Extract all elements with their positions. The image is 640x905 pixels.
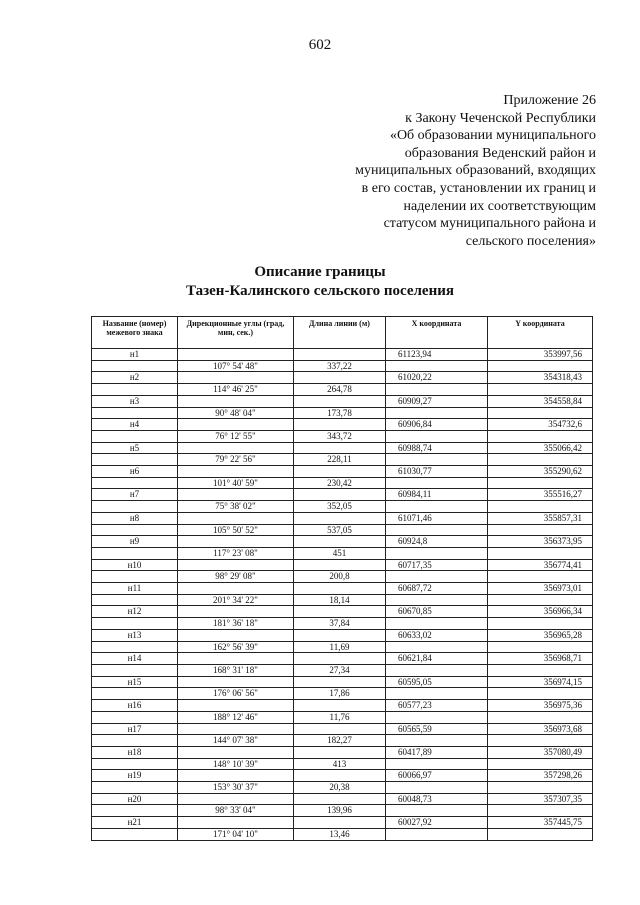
direction-angle: 105° 50' 52" [178, 524, 294, 536]
point-name: н8 [92, 512, 178, 524]
empty-cell [178, 512, 294, 524]
empty-cell [386, 360, 488, 372]
y-coordinate: 355290,62 [488, 466, 593, 478]
title-line-1: Описание границы [254, 264, 386, 280]
table-row-segment [92, 407, 593, 419]
line-length: 139,96 [294, 805, 386, 817]
line-length: 343,72 [294, 430, 386, 442]
empty-cell [488, 360, 593, 372]
point-name: н3 [92, 395, 178, 407]
empty-cell [488, 571, 593, 583]
y-coordinate: 356968,71 [488, 653, 593, 665]
line-length: 264,78 [294, 384, 386, 396]
direction-angle: 98° 29' 08" [178, 571, 294, 583]
line-length: 37,84 [294, 618, 386, 630]
y-coordinate: 354318,43 [488, 372, 593, 384]
line-length: 20,38 [294, 782, 386, 794]
empty-cell [294, 466, 386, 478]
empty-cell [294, 629, 386, 641]
table-row-segment [92, 618, 593, 630]
y-coordinate: 354732,6 [488, 419, 593, 431]
empty-cell [178, 770, 294, 782]
x-coordinate: 60670,85 [386, 606, 488, 618]
table-row-point [92, 395, 593, 407]
empty-cell [92, 547, 178, 559]
empty-cell [488, 664, 593, 676]
empty-cell [488, 454, 593, 466]
empty-cell [178, 419, 294, 431]
point-name: н1 [92, 349, 178, 361]
appendix-line: «Об образовании муниципального [389, 128, 596, 144]
direction-angle: 98° 33' 04" [178, 805, 294, 817]
point-name: н6 [92, 466, 178, 478]
line-length: 173,78 [294, 407, 386, 419]
empty-cell [294, 817, 386, 829]
table-row-segment [92, 688, 593, 700]
empty-cell [92, 524, 178, 536]
empty-cell [488, 711, 593, 723]
direction-angle: 148° 10' 39" [178, 758, 294, 770]
table-row-point [92, 372, 593, 384]
empty-cell [294, 419, 386, 431]
y-coordinate: 357080,49 [488, 746, 593, 758]
direction-angle: 162° 56' 39" [178, 641, 294, 653]
empty-cell [294, 442, 386, 454]
table-body [92, 349, 593, 841]
empty-cell [294, 512, 386, 524]
direction-angle: 168° 31' 18" [178, 664, 294, 676]
x-coordinate: 60924,8 [386, 536, 488, 548]
empty-cell [294, 349, 386, 361]
empty-cell [386, 594, 488, 606]
header-point-name: Название (номер) межевого знака [92, 317, 178, 349]
y-coordinate: 356974,15 [488, 676, 593, 688]
empty-cell [92, 594, 178, 606]
empty-cell [488, 524, 593, 536]
empty-cell [178, 559, 294, 571]
title-line-2: Тазен-Калинского сельского поселения [185, 283, 454, 299]
line-length: 13,46 [294, 828, 386, 840]
line-length: 182,27 [294, 735, 386, 747]
empty-cell [488, 828, 593, 840]
appendix-line: образования Веденский район и [404, 145, 596, 161]
y-coordinate: 356973,01 [488, 583, 593, 595]
point-name: н9 [92, 536, 178, 548]
line-length: 337,22 [294, 360, 386, 372]
empty-cell [92, 828, 178, 840]
table-row-point [92, 583, 593, 595]
line-length: 537,05 [294, 524, 386, 536]
point-name: н18 [92, 746, 178, 758]
direction-angle: 107° 54' 48" [178, 360, 294, 372]
empty-cell [178, 606, 294, 618]
y-coordinate: 353997,56 [488, 349, 593, 361]
line-length: 413 [294, 758, 386, 770]
direction-angle: 101° 40' 59" [178, 477, 294, 489]
y-coordinate: 356373,95 [488, 536, 593, 548]
appendix-note [266, 92, 596, 250]
empty-cell [386, 688, 488, 700]
table-row-segment [92, 501, 593, 513]
table-row-point [92, 489, 593, 501]
empty-cell [178, 653, 294, 665]
document-title [0, 263, 640, 301]
table-row-point [92, 700, 593, 712]
point-name: н14 [92, 653, 178, 665]
x-coordinate: 60988,74 [386, 442, 488, 454]
x-coordinate: 60906,84 [386, 419, 488, 431]
x-coordinate: 61020,22 [386, 372, 488, 384]
empty-cell [488, 384, 593, 396]
empty-cell [178, 629, 294, 641]
table-row-segment [92, 430, 593, 442]
table-row-point [92, 606, 593, 618]
empty-cell [294, 395, 386, 407]
x-coordinate: 60595,05 [386, 676, 488, 688]
table-row-segment [92, 384, 593, 396]
empty-cell [178, 676, 294, 688]
table-row-segment [92, 477, 593, 489]
page-number: 602 [308, 37, 332, 53]
table-row-point [92, 793, 593, 805]
empty-cell [488, 407, 593, 419]
table-row-point [92, 536, 593, 548]
empty-cell [386, 454, 488, 466]
empty-cell [386, 501, 488, 513]
direction-angle: 188° 12' 46" [178, 711, 294, 723]
line-length: 451 [294, 547, 386, 559]
empty-cell [386, 477, 488, 489]
empty-cell [386, 571, 488, 583]
table-row-segment [92, 571, 593, 583]
x-coordinate: 60048,73 [386, 793, 488, 805]
table-row-point [92, 653, 593, 665]
table-row-point [92, 419, 593, 431]
point-name: н17 [92, 723, 178, 735]
empty-cell [92, 454, 178, 466]
header-angle: Дирекционные углы (град, мин, сек.) [178, 317, 294, 349]
y-coordinate: 355066,42 [488, 442, 593, 454]
table-row-segment [92, 758, 593, 770]
appendix-line: в его состав, установлении их границ и [361, 180, 596, 196]
appendix-line: к Закону Чеченской Республики [405, 110, 596, 126]
empty-cell [488, 501, 593, 513]
appendix-line: статусом муниципального района и [383, 216, 596, 232]
empty-cell [294, 770, 386, 782]
empty-cell [92, 407, 178, 419]
empty-cell [386, 805, 488, 817]
x-coordinate: 60027,92 [386, 817, 488, 829]
direction-angle: 153° 30' 37" [178, 782, 294, 794]
empty-cell [92, 618, 178, 630]
line-length: 18,14 [294, 594, 386, 606]
empty-cell [294, 723, 386, 735]
empty-cell [386, 782, 488, 794]
x-coordinate: 61030,77 [386, 466, 488, 478]
direction-angle: 176° 06' 56" [178, 688, 294, 700]
point-name: н21 [92, 817, 178, 829]
point-name: н4 [92, 419, 178, 431]
line-length: 27,34 [294, 664, 386, 676]
empty-cell [92, 735, 178, 747]
empty-cell [488, 735, 593, 747]
table-row-point [92, 512, 593, 524]
empty-cell [178, 583, 294, 595]
empty-cell [294, 653, 386, 665]
empty-cell [386, 524, 488, 536]
x-coordinate: 61071,46 [386, 512, 488, 524]
table-row-segment [92, 547, 593, 559]
point-name: н11 [92, 583, 178, 595]
table-row-point [92, 629, 593, 641]
empty-cell [386, 384, 488, 396]
line-length: 11,69 [294, 641, 386, 653]
y-coordinate: 355516,27 [488, 489, 593, 501]
table-row-segment [92, 664, 593, 676]
empty-cell [178, 746, 294, 758]
empty-cell [92, 571, 178, 583]
empty-cell [92, 782, 178, 794]
empty-cell [294, 606, 386, 618]
point-name: н13 [92, 629, 178, 641]
empty-cell [178, 723, 294, 735]
empty-cell [488, 688, 593, 700]
empty-cell [92, 664, 178, 676]
line-length: 200,8 [294, 571, 386, 583]
y-coordinate: 355857,31 [488, 512, 593, 524]
y-coordinate: 356965,28 [488, 629, 593, 641]
direction-angle: 79° 22' 56" [178, 454, 294, 466]
x-coordinate: 60717,35 [386, 559, 488, 571]
empty-cell [386, 758, 488, 770]
empty-cell [294, 536, 386, 548]
empty-cell [488, 430, 593, 442]
direction-angle: 75° 38' 02" [178, 501, 294, 513]
empty-cell [294, 676, 386, 688]
empty-cell [92, 384, 178, 396]
empty-cell [178, 536, 294, 548]
y-coordinate: 356774,41 [488, 559, 593, 571]
x-coordinate: 60984,11 [386, 489, 488, 501]
empty-cell [294, 793, 386, 805]
boundary-table [91, 316, 593, 841]
empty-cell [294, 372, 386, 384]
x-coordinate: 60565,59 [386, 723, 488, 735]
direction-angle: 181° 36' 18" [178, 618, 294, 630]
table-row-segment [92, 641, 593, 653]
table-row-point [92, 723, 593, 735]
x-coordinate: 60633,02 [386, 629, 488, 641]
empty-cell [386, 711, 488, 723]
appendix-line: сельского поселения» [465, 233, 596, 249]
header-x: X координата [386, 317, 488, 349]
empty-cell [178, 466, 294, 478]
table-header-row [92, 317, 593, 349]
empty-cell [386, 430, 488, 442]
y-coordinate: 354558,84 [488, 395, 593, 407]
point-name: н5 [92, 442, 178, 454]
y-coordinate: 356966,34 [488, 606, 593, 618]
table-row-point [92, 676, 593, 688]
empty-cell [92, 805, 178, 817]
y-coordinate: 357445,75 [488, 817, 593, 829]
empty-cell [92, 501, 178, 513]
x-coordinate: 61123,94 [386, 349, 488, 361]
direction-angle: 76° 12' 55" [178, 430, 294, 442]
empty-cell [488, 594, 593, 606]
line-length: 228,11 [294, 454, 386, 466]
empty-cell [294, 746, 386, 758]
table-row-point [92, 559, 593, 571]
line-length: 11,76 [294, 711, 386, 723]
point-name: н10 [92, 559, 178, 571]
empty-cell [178, 700, 294, 712]
x-coordinate: 60577,23 [386, 700, 488, 712]
direction-angle: 90° 48' 04" [178, 407, 294, 419]
empty-cell [92, 688, 178, 700]
empty-cell [488, 805, 593, 817]
x-coordinate: 60066,97 [386, 770, 488, 782]
table-row-segment [92, 594, 593, 606]
empty-cell [178, 442, 294, 454]
line-length: 17,86 [294, 688, 386, 700]
table-row-segment [92, 735, 593, 747]
table-row-segment [92, 711, 593, 723]
empty-cell [294, 700, 386, 712]
table-row-segment [92, 524, 593, 536]
appendix-line: Приложение 26 [503, 93, 596, 108]
x-coordinate: 60417,89 [386, 746, 488, 758]
table-row-segment [92, 360, 593, 372]
empty-cell [386, 618, 488, 630]
empty-cell [92, 477, 178, 489]
table-row-point [92, 817, 593, 829]
empty-cell [386, 641, 488, 653]
direction-angle: 144° 07' 38" [178, 735, 294, 747]
x-coordinate: 60909,27 [386, 395, 488, 407]
table-row-point [92, 442, 593, 454]
line-length: 352,05 [294, 501, 386, 513]
point-name: н12 [92, 606, 178, 618]
empty-cell [92, 641, 178, 653]
table-row-point [92, 466, 593, 478]
header-length: Длина линии (м) [294, 317, 386, 349]
empty-cell [294, 583, 386, 595]
empty-cell [178, 489, 294, 501]
empty-cell [178, 395, 294, 407]
table-row-point [92, 770, 593, 782]
table-row-point [92, 746, 593, 758]
point-name: н19 [92, 770, 178, 782]
empty-cell [178, 793, 294, 805]
y-coordinate: 357298,26 [488, 770, 593, 782]
empty-cell [294, 489, 386, 501]
empty-cell [294, 559, 386, 571]
x-coordinate: 60687,72 [386, 583, 488, 595]
y-coordinate: 356975,36 [488, 700, 593, 712]
empty-cell [386, 664, 488, 676]
empty-cell [178, 349, 294, 361]
direction-angle: 117° 23' 08" [178, 547, 294, 559]
empty-cell [178, 372, 294, 384]
direction-angle: 114° 46' 25" [178, 384, 294, 396]
empty-cell [386, 407, 488, 419]
table-row-segment [92, 828, 593, 840]
header-y: Y координата [488, 317, 593, 349]
empty-cell [386, 547, 488, 559]
point-name: н2 [92, 372, 178, 384]
table-row-segment [92, 454, 593, 466]
x-coordinate: 60621,84 [386, 653, 488, 665]
empty-cell [488, 477, 593, 489]
empty-cell [92, 360, 178, 372]
table-row-segment [92, 782, 593, 794]
empty-cell [488, 618, 593, 630]
empty-cell [386, 828, 488, 840]
empty-cell [386, 735, 488, 747]
y-coordinate: 357307,35 [488, 793, 593, 805]
y-coordinate: 356973,68 [488, 723, 593, 735]
appendix-line: муниципальных образований, входящих [355, 163, 596, 179]
empty-cell [92, 711, 178, 723]
point-name: н15 [92, 676, 178, 688]
table-row-segment [92, 805, 593, 817]
point-name: н20 [92, 793, 178, 805]
line-length: 230,42 [294, 477, 386, 489]
empty-cell [488, 641, 593, 653]
appendix-line: наделении их соответствующим [403, 198, 596, 214]
empty-cell [488, 547, 593, 559]
point-name: н16 [92, 700, 178, 712]
point-name: н7 [92, 489, 178, 501]
empty-cell [92, 758, 178, 770]
empty-cell [488, 758, 593, 770]
empty-cell [178, 817, 294, 829]
table-row-point [92, 349, 593, 361]
empty-cell [488, 782, 593, 794]
direction-angle: 171° 04' 10" [178, 828, 294, 840]
direction-angle: 201° 34' 22" [178, 594, 294, 606]
empty-cell [92, 430, 178, 442]
